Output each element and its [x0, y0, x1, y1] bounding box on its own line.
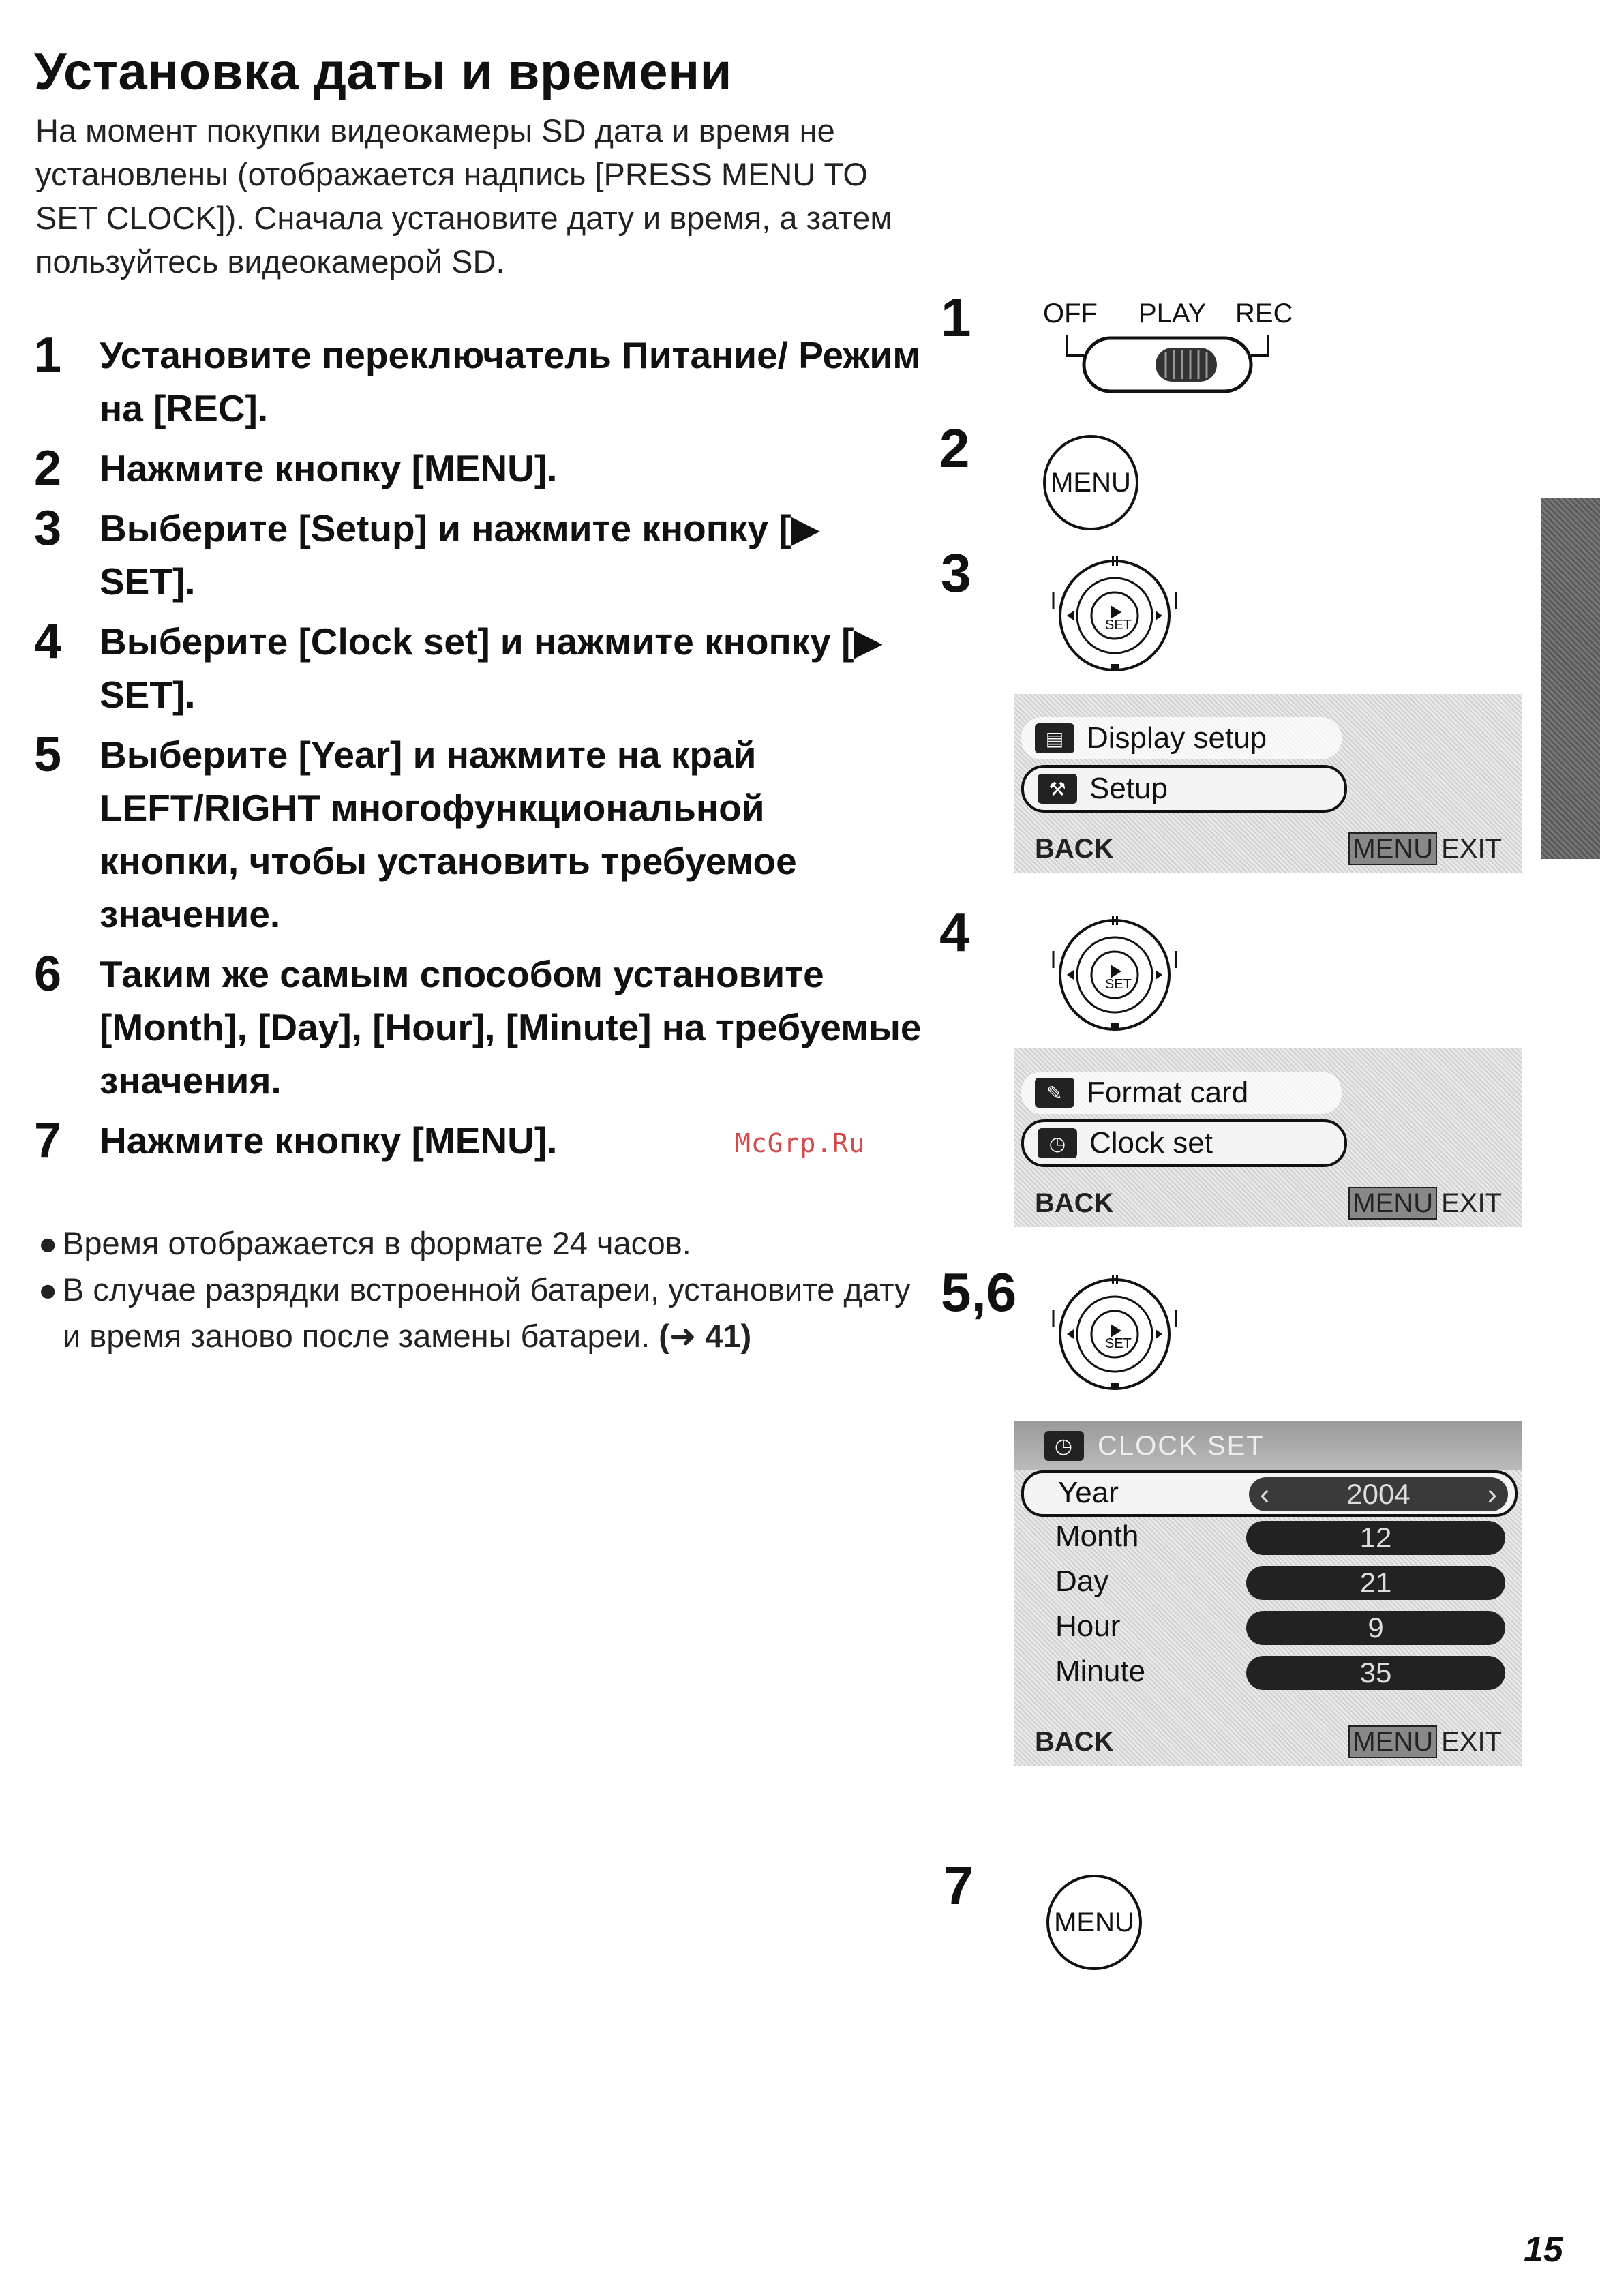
menu-item-label: Format card	[1087, 1076, 1249, 1109]
set-label: SET	[1105, 977, 1132, 992]
intro-paragraph: На момент покупки видеокамеры SD дата и время не установлены (отображается надпись [PRESS MENU TO SET CLOCK]). Сначала установите дату и время, а затем пользуйтесь видеокамерой SD.	[35, 112, 892, 280]
step-text: Нажмите кнопку [MENU].	[100, 1119, 558, 1162]
step-text: Выберите [Clock set] и нажмите кнопку [▶ SET].	[100, 620, 883, 716]
clock-row-label: Minute	[1055, 1655, 1146, 1688]
back-label[interactable]: BACK	[1035, 1727, 1114, 1757]
step-text: Нажмите кнопку [MENU].	[100, 447, 558, 489]
clock-row-label: Hour	[1055, 1610, 1121, 1643]
figure-number: 4	[939, 902, 970, 963]
step-number: 4	[34, 614, 62, 669]
set-label: SET	[1105, 1336, 1132, 1351]
display-icon: ▤	[1035, 723, 1074, 753]
menu-tag: MENU	[1348, 1187, 1437, 1220]
clock-row-label: Month	[1055, 1520, 1139, 1553]
step-number: 1	[34, 328, 62, 382]
menu-button[interactable]	[1043, 435, 1138, 530]
page-reference: (➜ 41)	[659, 1318, 752, 1354]
slide-switch-icon	[1043, 331, 1288, 399]
switch-label-play: PLAY	[1138, 299, 1207, 329]
figure-number: 1	[941, 287, 971, 348]
wrench-icon: ⚒	[1038, 774, 1077, 804]
menu-tag: MENU	[1348, 832, 1437, 865]
figure-number: 2	[939, 418, 970, 479]
clock-row-month[interactable]	[1021, 1517, 1512, 1558]
clock-set-screen	[1014, 1421, 1522, 1766]
steps-list	[34, 329, 920, 1174]
clock-row-minute[interactable]	[1021, 1652, 1512, 1693]
menu-item-clock-set[interactable]	[1021, 1119, 1347, 1167]
switch-label-off: OFF	[1043, 299, 1098, 329]
clock-row-value: 35	[1246, 1656, 1505, 1690]
step-6	[34, 948, 920, 1107]
joystick-icon	[1046, 1269, 1183, 1399]
clock-row-year[interactable]	[1021, 1470, 1518, 1517]
note-text: Время отображается в формате 24 часов.	[63, 1225, 691, 1261]
clock-row-hour[interactable]	[1021, 1607, 1512, 1648]
menu-item-label: Clock set	[1089, 1126, 1213, 1160]
format-card-icon: ✎	[1035, 1078, 1074, 1108]
set-label: SET	[1105, 618, 1132, 633]
clock-row-value: 2004	[1346, 1478, 1410, 1510]
clock-row-value: 9	[1246, 1611, 1505, 1645]
step-number: 7	[34, 1113, 62, 1168]
figure-number: 3	[941, 543, 971, 603]
step-number: 2	[34, 441, 62, 496]
joystick-icon	[1046, 910, 1183, 1040]
back-label[interactable]: BACK	[1035, 834, 1114, 864]
step-number: 5	[34, 727, 62, 782]
power-mode-switch	[1043, 299, 1293, 401]
chevron-right-icon[interactable]: ›	[1488, 1478, 1497, 1510]
clock-row-value: 21	[1246, 1566, 1505, 1600]
exit-text: EXIT	[1441, 834, 1502, 864]
exit-label[interactable]	[1348, 1188, 1502, 1219]
watermark: McGrp.Ru	[735, 1128, 866, 1158]
menu-item-label: Setup	[1089, 772, 1168, 805]
step-text: Выберите [Setup] и нажмите кнопку [▶ SET].	[100, 507, 820, 603]
multifunction-button[interactable]	[1046, 551, 1183, 680]
menu-item-label: Display setup	[1087, 721, 1267, 755]
section-tab	[1541, 498, 1600, 859]
menu-button-label: MENU	[1054, 1907, 1134, 1937]
note-text: В случае разрядки встроенной батареи, установите дату и время заново после замены батареи.	[63, 1271, 911, 1354]
step-number: 3	[34, 501, 62, 556]
page-number: 15	[1524, 2230, 1563, 2269]
step-text: Выберите [Year] и нажмите на край LEFT/RIGHT многофункциональной кнопки, чтобы установить требуемое значение.	[100, 734, 797, 935]
menu-item-setup[interactable]	[1021, 765, 1347, 813]
menu-item-display-setup[interactable]	[1021, 717, 1342, 759]
step-text: Установите переключатель Питание/ Режим на [REC].	[100, 334, 920, 429]
joystick-icon	[1046, 551, 1183, 680]
exit-label[interactable]	[1348, 1727, 1502, 1757]
menu-item-format-card[interactable]	[1021, 1072, 1342, 1114]
switch-label-rec: REC	[1235, 299, 1293, 329]
note-item	[35, 1220, 922, 1267]
bullet-icon: ●	[38, 1225, 58, 1261]
clock-row-label: Year	[1058, 1476, 1119, 1509]
figure-number: 7	[944, 1855, 974, 1916]
exit-label[interactable]	[1348, 834, 1502, 864]
clock-row-day[interactable]	[1021, 1562, 1512, 1603]
exit-text: EXIT	[1441, 1727, 1502, 1757]
clock-icon: ◷	[1038, 1128, 1077, 1158]
multifunction-button[interactable]	[1046, 910, 1183, 1040]
menu-tag: MENU	[1348, 1725, 1437, 1758]
clock-row-value: 12	[1246, 1521, 1505, 1555]
bullet-icon: ●	[38, 1271, 58, 1308]
step-5	[34, 728, 920, 941]
step-1	[34, 329, 920, 435]
clock-set-title: CLOCK SET	[1098, 1430, 1265, 1461]
step-2	[34, 442, 920, 495]
clock-icon: ◷	[1044, 1431, 1084, 1461]
clock-set-header	[1014, 1421, 1522, 1470]
page-title: Установка даты и времени	[34, 43, 732, 101]
step-number: 6	[34, 947, 62, 1001]
notes-list	[35, 1220, 922, 1359]
clock-row-label: Day	[1055, 1565, 1109, 1598]
step-4	[34, 615, 920, 721]
exit-text: EXIT	[1441, 1188, 1502, 1218]
step-3	[34, 502, 920, 608]
menu-button[interactable]	[1046, 1875, 1142, 1970]
chevron-left-icon[interactable]: ‹	[1260, 1478, 1269, 1510]
setup-menu-screen	[1014, 694, 1522, 873]
step-text: Таким же самым способом установите [Month], [Day], [Hour], [Minute] на требуемые значения.	[100, 953, 922, 1102]
clock-menu-screen	[1014, 1048, 1522, 1227]
multifunction-button[interactable]	[1046, 1269, 1183, 1399]
figure-number: 5,6	[941, 1262, 1017, 1323]
back-label[interactable]: BACK	[1035, 1188, 1114, 1218]
note-item	[35, 1267, 922, 1359]
menu-button-label: MENU	[1051, 467, 1131, 498]
clock-row-value-box[interactable]	[1249, 1477, 1508, 1511]
